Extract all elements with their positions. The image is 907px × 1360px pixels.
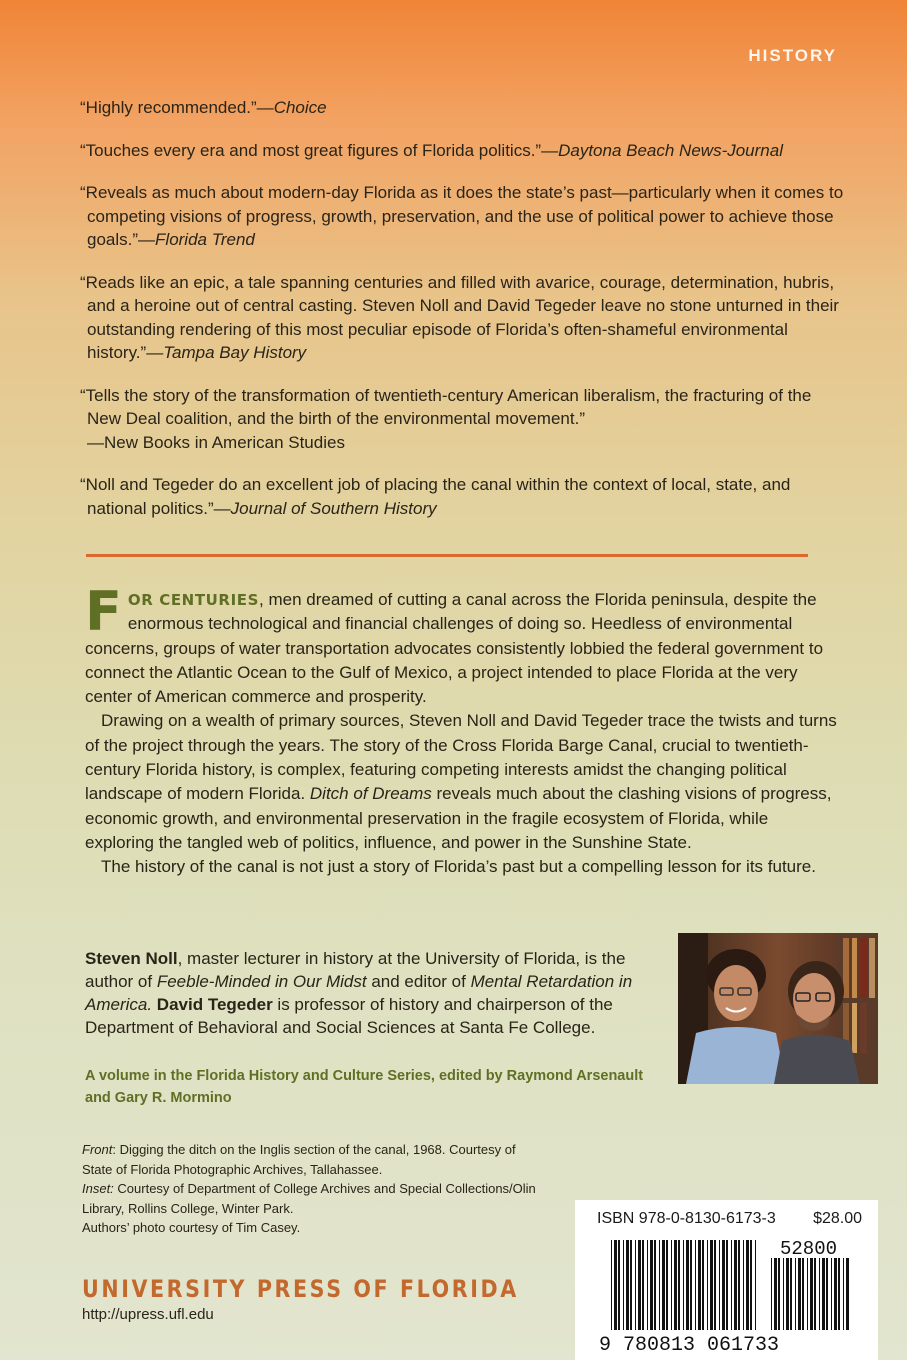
- book-description: [85, 580, 837, 880]
- barcode-bar: [834, 1258, 837, 1330]
- bio-segment: , master lecturer in history at the University of Florida, is the author of: [85, 949, 626, 991]
- review-quote: [80, 96, 850, 120]
- credit-label: Front: [82, 1142, 113, 1157]
- barcode-bar: [654, 1240, 656, 1330]
- quote-source: Choice: [273, 98, 327, 117]
- credit-label: Inset:: [82, 1181, 114, 1196]
- barcode-bar: [846, 1258, 849, 1330]
- review-quote: [80, 271, 850, 365]
- description-paragraph: [85, 855, 837, 879]
- publisher-url: http://upress.ufl.edu: [82, 1306, 214, 1323]
- book-title: Ditch of Dreams: [309, 784, 432, 804]
- barcode-bar: [778, 1258, 780, 1330]
- barcode-bar: [734, 1240, 737, 1330]
- credit-text: : Digging the ditch on the Inglis section of the canal, 1968. Courtesy of State of Florida Photographic Archives, Tallahassee.: [82, 1142, 516, 1177]
- barcode-bar: [790, 1258, 792, 1330]
- credit-text: Courtesy of Department of College Archives and Special Collections/Olin Library, Rollins College, Winter Park.: [82, 1181, 536, 1216]
- price-code: 52800: [780, 1238, 838, 1260]
- barcode-bar: [722, 1240, 725, 1330]
- barcode-bar: [771, 1258, 772, 1330]
- barcode-digits: 9 780813 061733: [599, 1334, 780, 1357]
- barcode-bar: [822, 1258, 825, 1330]
- photo-credits: [82, 1140, 542, 1238]
- barcode-bar: [807, 1258, 808, 1330]
- barcode-bar: [831, 1258, 832, 1330]
- author-bio: [85, 947, 665, 1039]
- barcode-bar: [695, 1240, 696, 1330]
- lead-in-caps: OR CENTURIES: [127, 591, 260, 609]
- quote-text: “Reads like an epic, a tale spanning centuries and filled with avarice, courage, determination, hubris, and a heroine out of central casting. Steven Noll and David Tegeder leave no stone unturned in their outstanding rendering of this most peculiar episode of Florida’s often-shameful environmental history.”—: [80, 272, 839, 362]
- description-paragraph: [85, 709, 837, 855]
- barcode-bar: [650, 1240, 653, 1330]
- barcode-bar: [659, 1240, 660, 1330]
- barcode-bar: [683, 1240, 684, 1330]
- category-label: HISTORY: [748, 46, 837, 65]
- credit-line: [82, 1140, 542, 1179]
- bio-segment: is professor of history and chairperson of the Department of Behavioral and Social Sciences at Santa Fe College.: [85, 995, 613, 1037]
- barcode-bar: [798, 1258, 801, 1330]
- barcode-bar: [802, 1258, 804, 1330]
- quote-source: Journal of Southern History: [230, 498, 437, 518]
- book-title: Mental Retardation in America.: [85, 972, 633, 1014]
- paragraph-text: Drawing on a wealth of primary sources, Steven Noll and David Tegeder trace the twists and turns of the project through the years. The story of the Cross Florida Barge Canal, crucial to twentieth-century Florida history, is complex, featuring competing interests amidst the changing political landscape of modern Florida.: [85, 711, 837, 804]
- barcode-bar: [743, 1240, 744, 1330]
- barcode-bar: [690, 1240, 692, 1330]
- quote-text: “Noll and Tegeder do an excellent job of placing the canal within the context of local, state, and national politics.”—: [80, 475, 791, 518]
- quote-text: “Highly recommended.”—: [80, 98, 274, 117]
- barcode-bar: [719, 1240, 720, 1330]
- drop-cap: F: [85, 580, 122, 643]
- barcode-bar: [810, 1258, 813, 1330]
- barcode-bar: [819, 1258, 820, 1330]
- barcode-bar: [786, 1258, 789, 1330]
- section-divider: [86, 554, 808, 557]
- barcode-bar: [731, 1240, 732, 1330]
- barcode-bar: [647, 1240, 648, 1330]
- barcode-bar: [702, 1240, 704, 1330]
- barcode-bar: [783, 1258, 784, 1330]
- paragraph-text: The history of the canal is not just a story of Florida’s past but a compelling lesson for its future.: [101, 857, 816, 877]
- price-text: $28.00: [813, 1210, 862, 1227]
- quote-source: Tampa Bay History: [163, 343, 307, 362]
- barcode-bar: [618, 1240, 620, 1330]
- quote-text: “Reveals as much about modern-day Florida as it does the state’s past—particularly when it comes to competing visions of progress, growth, preservation, and the use of political power to achieve those goals.”—: [80, 183, 844, 249]
- review-quote: [80, 139, 850, 163]
- barcode-icon: [575, 1200, 878, 1360]
- barcode-bar: [843, 1258, 844, 1330]
- barcode-bar: [671, 1240, 672, 1330]
- review-quote: [80, 181, 850, 252]
- barcode-bar: [826, 1258, 828, 1330]
- quote-source: Daytona Beach News-Journal: [558, 140, 783, 160]
- barcode-bar: [838, 1258, 840, 1330]
- barcode-bar: [686, 1240, 689, 1330]
- isbn-text: ISBN 978-0-8130-6173-3: [597, 1210, 776, 1227]
- review-quotes: [80, 96, 850, 539]
- barcode-bar: [623, 1240, 624, 1330]
- barcode-bar: [611, 1240, 612, 1330]
- barcode-bar: [626, 1240, 629, 1330]
- barcode-bar: [674, 1240, 677, 1330]
- quote-text: “Touches every era and most great figures of Florida politics.”—: [80, 140, 559, 160]
- credit-line: [82, 1179, 542, 1218]
- authors-photo: [678, 933, 878, 1084]
- review-quote: [80, 473, 850, 520]
- quote-source: —New Books in American Studies: [87, 432, 345, 452]
- book-title: Feeble-Minded in Our Midst: [156, 972, 367, 991]
- barcode-bar: [666, 1240, 668, 1330]
- quote-text: “Tells the story of the transformation of twentieth-century American liberalism, the fracturing of the New Deal coalition, and the birth of the environmental movement.”: [80, 385, 812, 428]
- bio-segment: and editor of: [366, 972, 471, 991]
- barcode-bar: [638, 1240, 641, 1330]
- authors-photo-image: [678, 933, 878, 1084]
- barcode-bar: [635, 1240, 636, 1330]
- barcode-bar: [795, 1258, 796, 1330]
- barcode-bar: [714, 1240, 716, 1330]
- barcode-bar: [630, 1240, 632, 1330]
- barcode-bar: [678, 1240, 680, 1330]
- barcode-bar: [710, 1240, 713, 1330]
- barcode-bar: [738, 1240, 740, 1330]
- description-paragraph: [85, 580, 837, 709]
- bio-text: [85, 947, 665, 1039]
- barcode-bar: [726, 1240, 728, 1330]
- publisher-logo: UNIVERSITY PRESS OF FLORIDA: [82, 1275, 519, 1303]
- credit-line: Authors’ photo courtesy of Tim Casey.: [82, 1220, 301, 1235]
- barcode-bar: [614, 1240, 617, 1330]
- barcode-bar: [662, 1240, 665, 1330]
- paragraph-text: , men dreamed of cutting a canal across the Florida peninsula, despite the enormous technological and financial challenges of doing so. Heedless of environmental concerns, groups of water transportation advocates consistently lobbied the federal government to connect the Atlantic Ocean to the Gulf of Mexico, a project intended to place Florida at the very center of American commerce and prosperity.: [85, 590, 824, 707]
- barcode-panel: [575, 1200, 878, 1360]
- quote-source: Florida Trend: [155, 230, 255, 249]
- barcode-bar: [755, 1240, 756, 1330]
- barcode-bar: [642, 1240, 644, 1330]
- barcode-bar: [698, 1240, 701, 1330]
- barcode-bar: [707, 1240, 708, 1330]
- barcode-bar: [774, 1258, 777, 1330]
- series-note: A volume in the Florida History and Culture Series, edited by Raymond Arsenault and Gary R. Mormino: [85, 1068, 644, 1106]
- barcode-bar: [746, 1240, 749, 1330]
- barcode-bar: [750, 1240, 752, 1330]
- barcode-bar: [814, 1258, 816, 1330]
- review-quote: [80, 384, 850, 455]
- paragraph-text: reveals much about the clashing visions of progress, economic growth, and environmental preservation in the fragile ecosystem of Florida, while exploring the tangled web of politics, influence, and power in the Sunshine State.: [85, 784, 832, 852]
- author-name: Steven Noll: [85, 949, 178, 968]
- author-name: David Tegeder: [152, 995, 273, 1014]
